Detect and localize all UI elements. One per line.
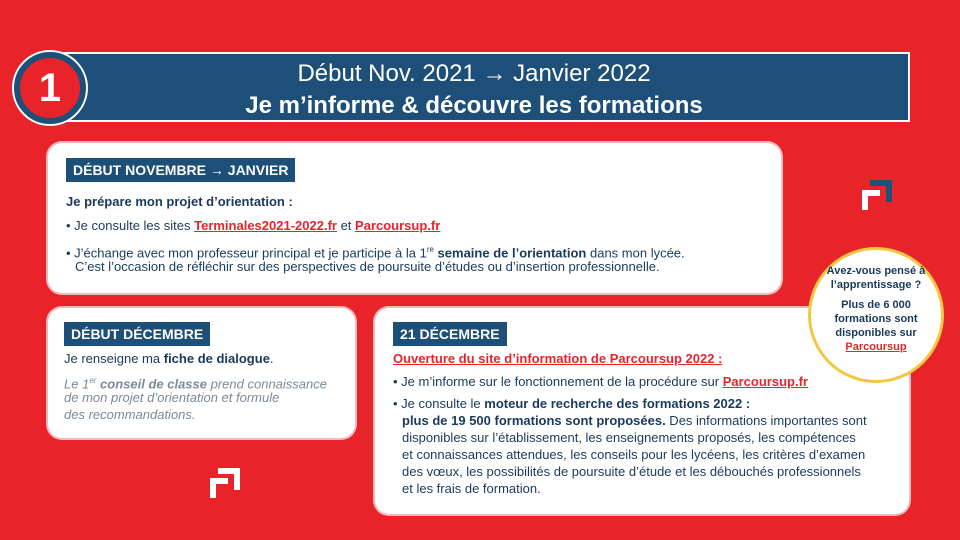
card3-line7: et les frais de formation. xyxy=(402,481,541,496)
card3-line6: des vœux, les possibilités de poursuite d’étude et les débouchés professionnels xyxy=(402,464,861,479)
bubble-line1: Avez-vous pensé à xyxy=(826,265,926,277)
card2-line4: des recommandations. xyxy=(64,407,196,422)
card3-line3-bold: plus de 19 500 formations sont proposées. xyxy=(402,413,666,428)
card1-bullet1-text: • Je consulte les sites xyxy=(66,218,195,233)
card1-bullet2-bold: semaine de l’orientation xyxy=(433,245,587,261)
card2-line1-text: Je renseigne ma xyxy=(64,351,164,366)
header-banner xyxy=(40,52,910,122)
card1-bullet2-text: • J’échange avec mon professeur principal et je participe à la 1 xyxy=(66,245,427,261)
card3-line4: disponibles sur l’établissement, les enseignements proposés, les compétences xyxy=(402,430,856,445)
corner-arrow-icon xyxy=(860,176,896,212)
card3-tag: 21 DÉCEMBRE xyxy=(393,322,507,346)
card3-bullet2 xyxy=(393,395,750,412)
card1-heading: Je prépare mon projet d’orientation : xyxy=(66,194,293,209)
card2-line2-bold: conseil de classe xyxy=(96,376,208,392)
card1-bullet2-line2: C’est l’occasion de réfléchir sur des perspectives de poursuite d’études ou d’insertion professionnelle. xyxy=(75,259,660,274)
parcoursup-link-2[interactable]: Parcoursup.fr xyxy=(722,374,808,389)
card2-line2-text: Le 1 xyxy=(64,376,90,392)
card3-line3-post: Des informations importantes sont xyxy=(665,413,867,428)
card2-line2-sup: er xyxy=(89,376,97,385)
terminales-link[interactable]: Terminales2021-2022.fr xyxy=(194,218,337,233)
header-title: Je m’informe & découvre les formations xyxy=(245,92,703,119)
bubble-line4: formations sont xyxy=(834,313,918,325)
step-number-badge: 1 xyxy=(14,52,86,124)
card3-bullet1-text: • Je m’informe sur le fonctionnement de la procédure sur xyxy=(393,374,723,389)
card3-bullet1 xyxy=(393,373,808,390)
card1-bullet2-post: dans mon lycée. xyxy=(586,245,685,261)
card1-bullet1 xyxy=(66,217,440,234)
card2-line3: de mon projet d’orientation et formule xyxy=(64,390,280,405)
card-debut-decembre xyxy=(48,308,355,438)
card2-tag: DÉBUT DÉCEMBRE xyxy=(64,322,210,346)
card3-bullet2-bold: moteur de recherche des formations 2022 : xyxy=(484,396,751,411)
card2-line2-post: prend connaissance xyxy=(207,376,327,392)
card2-line1-bold: fiche de dialogue xyxy=(163,351,270,366)
bubble-line2: l’apprentissage ? xyxy=(830,279,922,291)
card2-line1 xyxy=(64,350,274,367)
card1-bullet1-and: et xyxy=(336,218,356,233)
header-date-range: Début Nov. 2021 → Janvier 2022 xyxy=(297,60,651,87)
bubble-line3: Plus de 6 000 xyxy=(841,299,911,311)
parcoursup-link-1[interactable]: Parcoursup.fr xyxy=(355,218,441,233)
apprenticeship-bubble xyxy=(808,247,944,383)
card3-line5: et connaissances attendues, les conseils pour les lycéens, les critères d’examen xyxy=(402,447,866,462)
card2-line1-post: . xyxy=(269,351,274,366)
card1-tag: DÉBUT NOVEMBRE → JANVIER xyxy=(66,158,295,182)
card3-bullet2-text: • Je consulte le xyxy=(393,396,485,411)
card1-bullet2-sup: re xyxy=(426,245,434,254)
card-debut-novembre xyxy=(48,143,781,293)
parcoursup-link-3[interactable]: Parcoursup xyxy=(845,341,907,353)
card3-title: Ouverture du site d’information de Parcoursup 2022 : xyxy=(393,351,723,366)
card3-line3 xyxy=(402,412,867,429)
bubble-line5: disponibles sur xyxy=(835,327,917,339)
corner-arrow-icon xyxy=(208,464,244,500)
